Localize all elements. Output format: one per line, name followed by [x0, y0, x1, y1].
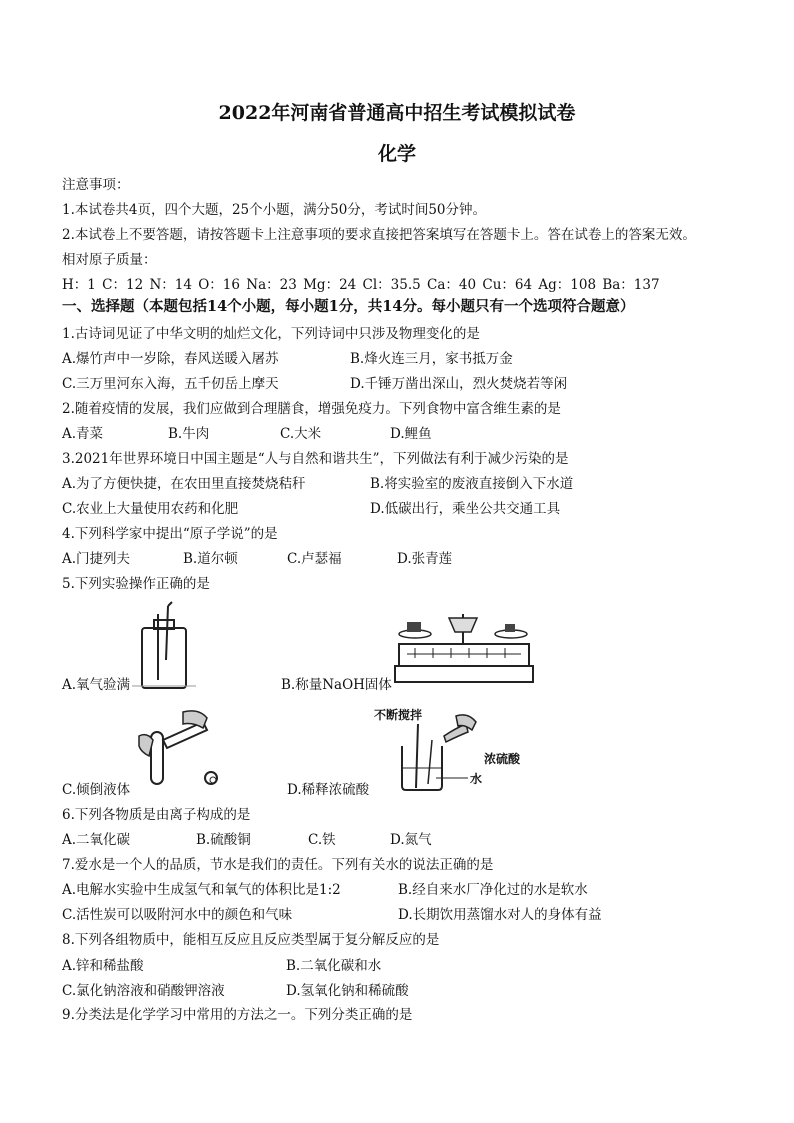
- q1-option-c: C.三万里河东入海，五千仞岳上摩天: [62, 376, 279, 392]
- q4-option-c: C.卢瑟福: [287, 551, 342, 567]
- q3-option-a: A.为了方便快捷，在农田里直接焚烧秸秆: [62, 476, 306, 492]
- q2-option-a: A.青菜: [62, 426, 104, 442]
- q4-option-a: A.门捷列夫: [62, 551, 131, 567]
- q4-option-b: B.道尔顿: [183, 551, 238, 567]
- q8-stem: 8.下列各组物质中，能相互反应且反应类型属于复分解反应的是: [62, 932, 440, 948]
- water-label: 水: [470, 772, 483, 786]
- section-1-heading: 一、选择题（本题包括14个小题，每小题1分，共14分。每小题只有一个选项符合题意）: [62, 298, 635, 315]
- q2-option-b: B.牛肉: [168, 426, 210, 442]
- q3-option-b: B.将实验室的废液直接倒入下水道: [370, 476, 574, 492]
- q5-option-c: C.倾倒液体: [62, 782, 131, 798]
- q7-option-a: A.电解水实验中生成氢气和氧气的体积比是1:2: [62, 882, 341, 898]
- q2-option-d: D.鲤鱼: [390, 426, 432, 442]
- diluting-acid-figure: [372, 706, 532, 794]
- q5-option-d: D.稀释浓硫酸: [287, 782, 370, 798]
- q4-option-d: D.张青莲: [397, 551, 453, 567]
- q2-stem: 2.随着疫情的发展，我们应做到合理膳食，增强免疫力。下列食物中富含维生素的是: [62, 401, 561, 417]
- atomic-mass-heading: 相对原子质量：: [62, 252, 157, 268]
- atomic-mass-values: H：1 C：12 N：14 O：16 Na：23 Mg：24 Cl：35.5 Ca：40 Cu：64 Ag：108 Ba：137: [62, 277, 660, 293]
- acid-label: 浓硫酸: [484, 752, 521, 766]
- q8-option-d: D.氢氧化钠和稀硫酸: [286, 983, 409, 999]
- q3-option-c: C.农业上大量使用农药和化肥: [62, 501, 239, 517]
- q7-option-b: B.经自来水厂净化过的水是软水: [398, 882, 588, 898]
- q1-option-b: B.烽火连三月，家书抵万金: [350, 351, 513, 367]
- q5-stem: 5.下列实验操作正确的是: [62, 576, 210, 592]
- q4-stem: 4.下列科学家中提出“原子学说”的是: [62, 526, 278, 542]
- q6-stem: 6.下列各物质是由离子构成的是: [62, 807, 251, 823]
- q6-option-b: B.硫酸铜: [196, 832, 251, 848]
- q7-option-d: D.长期饮用蒸馏水对人的身体有益: [398, 907, 602, 923]
- balance-figure: [393, 608, 535, 688]
- q5-option-a: A.氧气验满: [62, 677, 131, 693]
- exam-title: 2022年河南省普通高中招生考试模拟试卷: [218, 102, 576, 124]
- q9-stem: 9.分类法是化学学习中常用的方法之一。下列分类正确的是: [62, 1007, 413, 1023]
- q6-option-d: D.氮气: [390, 832, 432, 848]
- q1-stem: 1.古诗词见证了中华文明的灿烂文化，下列诗词中只涉及物理变化的是: [62, 326, 480, 342]
- q3-option-d: D.低碳出行，乘坐公共交通工具: [370, 501, 561, 517]
- q1-option-a: A.爆竹声中一岁除，春风送暖入屠苏: [62, 351, 279, 367]
- pouring-liquid-figure: [133, 706, 225, 790]
- q8-option-b: B.二氧化碳和水: [286, 958, 382, 974]
- q2-option-c: C.大米: [280, 426, 322, 442]
- q1-option-d: D.千锤万凿出深山，烈火焚烧若等闲: [350, 376, 568, 392]
- notes-heading: 注意事项：: [62, 177, 130, 193]
- q7-option-c: C.活性炭可以吸附河水中的颜色和气味: [62, 907, 293, 923]
- subject-title: 化学: [377, 143, 416, 165]
- q6-option-a: A.二氧化碳: [62, 832, 131, 848]
- notes-item-1: 1.本试卷共4页，四个大题，25个小题，满分50分，考试时间50分钟。: [62, 202, 487, 218]
- notes-item-2: 2.本试卷上不要答题，请按答题卡上注意事项的要求直接把答案填写在答题卡上。答在试卷上的答案无效。: [62, 227, 696, 243]
- q7-stem: 7.爱水是一个人的品质，节水是我们的责任。下列有关水的说法正确的是: [62, 857, 494, 873]
- q5-option-b: B.称量NaOH固体: [281, 677, 392, 693]
- stir-label: 不断搅拌: [374, 708, 423, 722]
- q3-stem: 3.2021年世界环境日中国主题是“人与自然和谐共生”，下列做法有利于减少污染的是: [62, 451, 569, 467]
- q6-option-c: C.铁: [308, 832, 336, 848]
- q8-option-a: A.锌和稀盐酸: [62, 958, 144, 974]
- q8-option-c: C.氯化钠溶液和硝酸钾溶液: [62, 983, 225, 999]
- oxygen-test-figure: [128, 600, 200, 692]
